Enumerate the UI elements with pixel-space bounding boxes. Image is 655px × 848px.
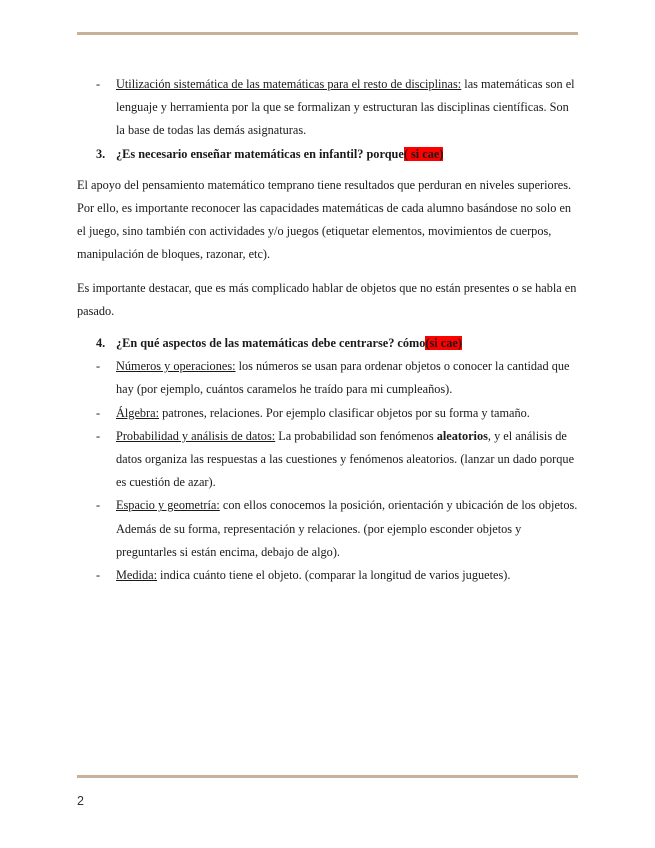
bullet-item-medida	[77, 564, 578, 587]
bullet-dash: -	[96, 428, 101, 443]
bullet-item-algebra	[77, 402, 578, 425]
bullet-item-utilizacion	[77, 73, 578, 143]
bullet-dash: -	[96, 405, 101, 420]
question-4	[77, 332, 578, 355]
paragraph-apoyo: El apoyo del pensamiento matemático temprano tiene resultados que perduran en niveles superiores. Por ello, es importante reconocer las capacidades matemáticas de cada alumno basándose no solo en el juego, sino también con actividades y/o juegos (etiquetar elementos, movimientos de cuerpos, manipulación de bloques, razonar, etc).	[77, 177, 572, 262]
page-number: 2	[77, 794, 84, 808]
question-3-number: 3.	[96, 146, 106, 161]
text-utilizacion: las matemáticas son el lenguaje y herramienta por la que se formalizan y estructuran las disciplinas científicas. Son la base de todas las demás asignaturas.	[116, 77, 575, 138]
text-probabilidad-bold: aleatorios	[436, 428, 488, 443]
question-3-highlight: ( si cae)	[403, 146, 444, 161]
text-probabilidad-before: La probabilidad son fenómenos	[275, 428, 437, 443]
question-4-highlight: (si cae)	[425, 336, 462, 351]
header-rule	[77, 32, 578, 35]
footer-rule	[77, 775, 578, 778]
question-3	[77, 143, 578, 166]
question-3-text: ¿Es necesario enseñar matemáticas en infantil? porque	[116, 146, 404, 161]
bullet-item-numeros	[77, 355, 578, 401]
term-medida: Medida:	[116, 568, 157, 583]
term-algebra: Álgebra:	[116, 405, 160, 420]
term-numeros: Números y operaciones:	[116, 359, 236, 374]
question-4-text: ¿En qué aspectos de las matemáticas debe centrarse? cómo	[116, 336, 426, 351]
bullet-item-probabilidad	[77, 425, 578, 495]
text-probabilidad-after: , y el análisis de datos organiza las respuestas a las cuestiones y fenómenos aleatorios. (lanzar un dado porque es cuestión de azar).	[116, 428, 575, 490]
text-espacio: con ellos conocemos la posición, orientación y ubicación de los objetos. Además de su forma, representación y relaciones. (por ejemplo esconder objetos y preguntarles si están encima, debajo de algo).	[116, 498, 578, 559]
paragraph-destacar: Es importante destacar, que es más complicado hablar de objetos que no están presentes o se habla en pasado.	[77, 280, 577, 318]
term-probabilidad: Probabilidad y análisis de datos:	[116, 428, 276, 443]
term-espacio: Espacio y geometría:	[116, 498, 220, 513]
text-numeros: los números se usan para ordenar objetos o conocer la cantidad que hay (por ejemplo, cuántos caramelos he traído para mi cumpleaños).	[116, 359, 570, 397]
question-4-number: 4.	[96, 336, 106, 351]
document-body	[77, 73, 578, 587]
bullet-dash: -	[96, 359, 101, 374]
bullet-item-espacio	[77, 494, 578, 564]
bullet-dash: -	[96, 568, 101, 583]
bullet-dash: -	[96, 77, 101, 91]
text-algebra: patrones, relaciones. Por ejemplo clasificar objetos por su forma y tamaño.	[159, 405, 530, 420]
bullet-dash: -	[96, 498, 101, 513]
text-medida: indica cuánto tiene el objeto. (comparar la longitud de varios juguetes).	[156, 568, 511, 583]
term-utilizacion: Utilización sistemática de las matemáticas para el resto de disciplinas:	[116, 77, 462, 91]
